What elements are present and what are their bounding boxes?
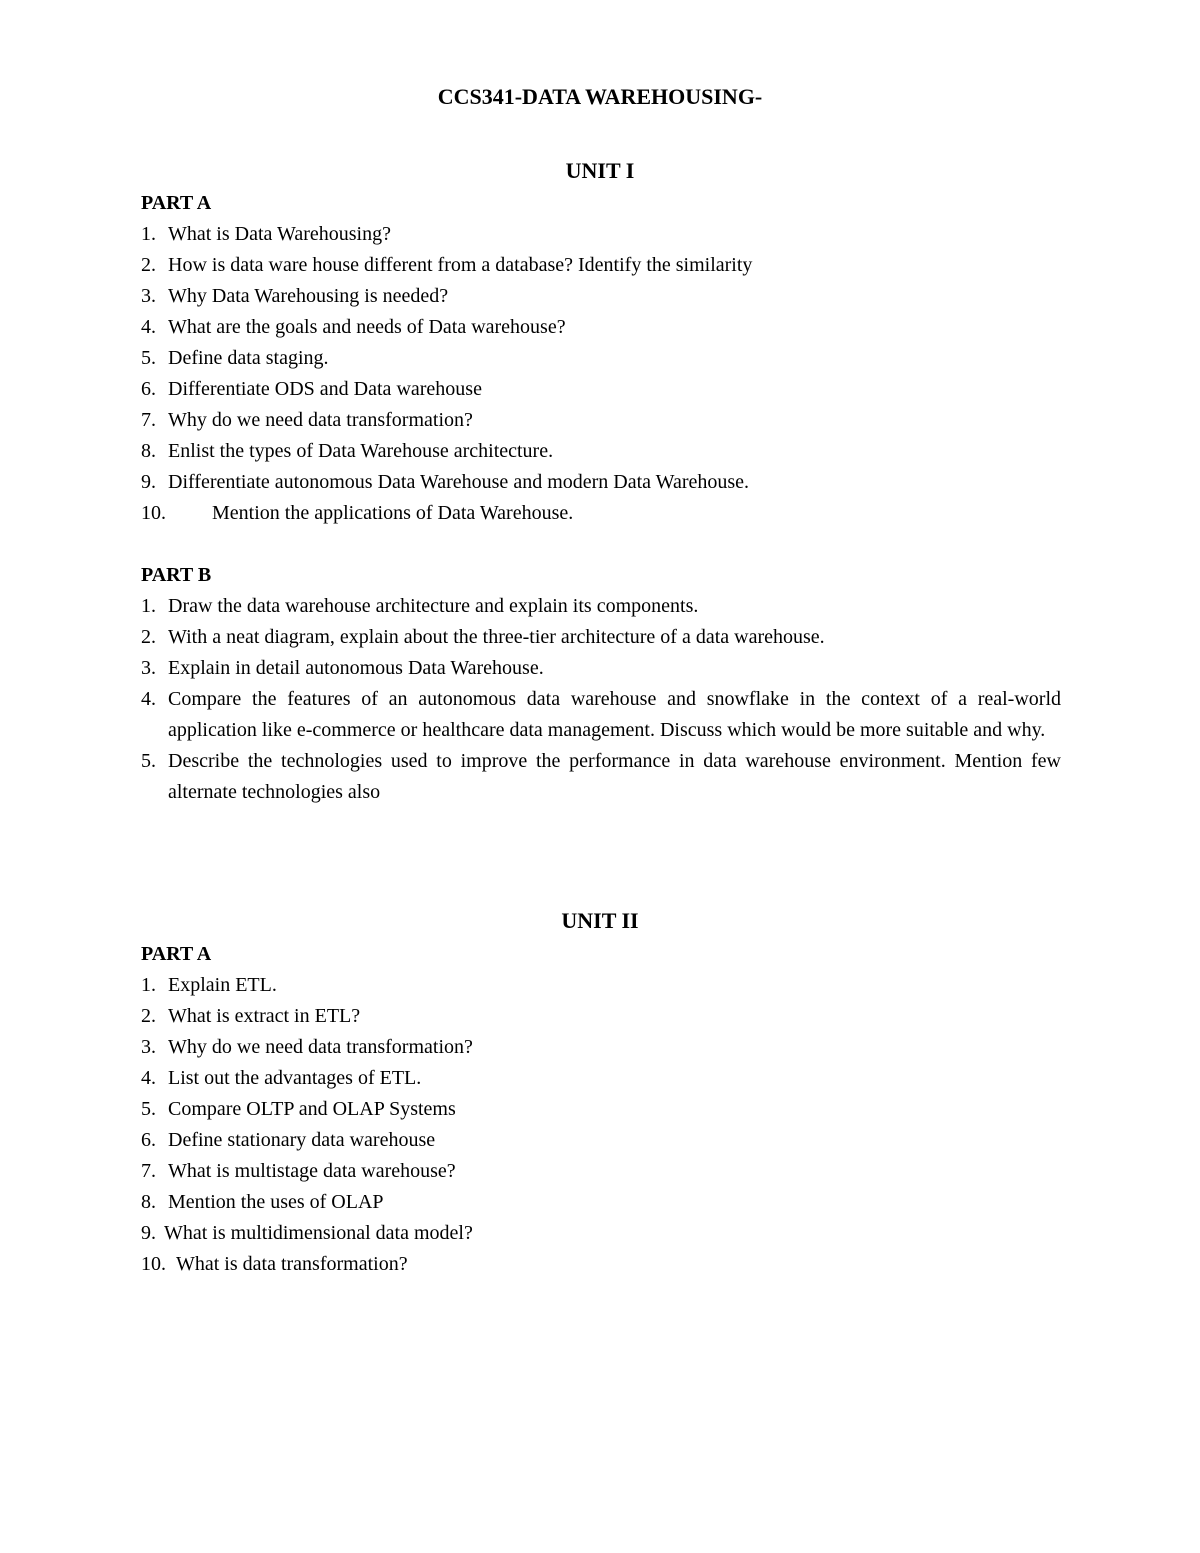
question-text: How is data ware house different from a database? Identify the similarity [168,254,753,276]
question-number: 2. [141,1005,156,1027]
question-number: 6. [141,1129,156,1151]
question-text: Why do we need data transformation? [168,409,473,431]
question-number: 4. [141,688,156,710]
question-text: Define data staging. [168,347,329,369]
question-item [141,746,1061,808]
question-item [141,250,1061,281]
part-a-title: PART A [141,192,212,214]
part-b-title: PART B [141,564,212,586]
question-number: 10. [141,502,166,524]
question-text: Draw the data warehouse architecture and explain its components. [168,595,699,617]
question-text: Explain ETL. [168,974,277,996]
question-number: 2. [141,626,156,648]
unit-2-part-a [141,939,1061,1280]
question-item [141,1187,1061,1218]
question-text: What is data transformation? [176,1253,408,1275]
question-list [141,219,1061,529]
question-number: 4. [141,1067,156,1089]
question-number: 2. [141,254,156,276]
question-number: 9. [141,1222,156,1244]
question-number: 3. [141,1036,156,1058]
unit-1-part-a [141,188,1061,529]
question-text: What is extract in ETL? [168,1005,361,1027]
question-item [141,1063,1061,1094]
question-text: Mention the applications of Data Warehouse. [212,502,574,524]
question-item [141,1218,1061,1249]
question-item [141,591,1061,622]
question-item [141,1249,1061,1280]
question-text: Describe the technologies used to improve the performance in data warehouse environment. Mention few alternate technologies also [168,750,1061,803]
question-text: What is multistage data warehouse? [168,1160,456,1182]
unit-2-heading: UNIT II [561,908,639,933]
question-text: List out the advantages of ETL. [168,1067,422,1089]
question-number: 6. [141,378,156,400]
question-number: 5. [141,750,156,772]
question-text: What is Data Warehousing? [168,223,391,245]
question-number: 3. [141,285,156,307]
question-item [141,684,1061,746]
question-number: 9. [141,471,156,493]
question-text: Enlist the types of Data Warehouse architecture. [168,440,554,462]
question-text: With a neat diagram, explain about the three-tier architecture of a data warehouse. [168,626,825,648]
question-item [141,219,1061,250]
question-number: 7. [141,1160,156,1182]
part-a-title: PART A [141,943,212,965]
unit-1-part-b [141,560,1061,808]
question-number: 5. [141,347,156,369]
question-item [141,1094,1061,1125]
question-number: 10. [141,1253,166,1275]
question-number: 3. [141,657,156,679]
question-text: Why Data Warehousing is needed? [168,285,449,307]
question-number: 7. [141,409,156,431]
question-item [141,970,1061,1001]
question-list [141,970,1061,1280]
question-item [141,1156,1061,1187]
question-number: 4. [141,316,156,338]
question-number: 8. [141,440,156,462]
question-number: 1. [141,595,156,617]
question-item [141,374,1061,405]
question-text: Define stationary data warehouse [168,1129,436,1151]
question-item [141,1125,1061,1156]
question-number: 1. [141,974,156,996]
unit-1-heading: UNIT I [565,158,635,183]
question-text: What are the goals and needs of Data warehouse? [168,316,566,338]
question-item [141,1001,1061,1032]
question-item [141,622,1061,653]
question-text: What is multidimensional data model? [164,1222,473,1244]
question-item [141,312,1061,343]
question-number: 5. [141,1098,156,1120]
question-item [141,1032,1061,1063]
question-item [141,498,1061,529]
question-text: Differentiate autonomous Data Warehouse and modern Data Warehouse. [168,471,750,493]
question-text: Explain in detail autonomous Data Warehouse. [168,657,544,679]
document-title: CCS341-DATA WAREHOUSING- [437,84,763,109]
question-text: Differentiate ODS and Data warehouse [168,378,482,400]
question-text: Compare OLTP and OLAP Systems [168,1098,456,1120]
question-text: Compare the features of an autonomous data warehouse and snowflake in the context of a real-world application like e-commerce or healthcare data management. Discuss which would be more suitable and why. [168,688,1061,741]
question-number: 1. [141,223,156,245]
question-item [141,653,1061,684]
question-item [141,467,1061,498]
question-item [141,405,1061,436]
question-number: 8. [141,1191,156,1213]
question-item [141,436,1061,467]
question-item [141,343,1061,374]
question-text: Mention the uses of OLAP [168,1191,384,1213]
question-item [141,281,1061,312]
question-text: Why do we need data transformation? [168,1036,473,1058]
question-list [141,591,1061,808]
